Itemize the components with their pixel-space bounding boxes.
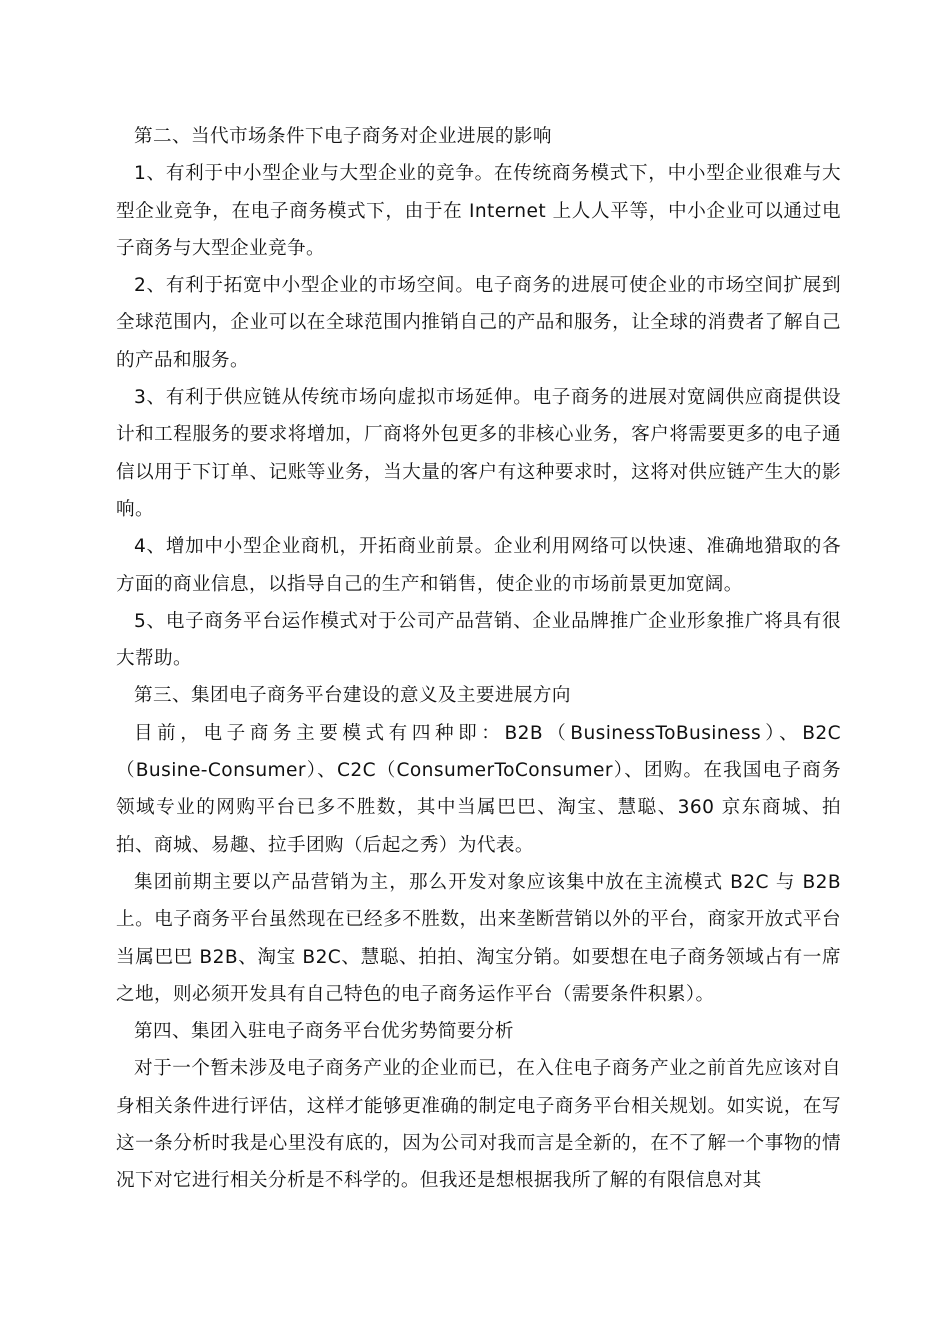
paragraph-group-strategy: 集团前期主要以产品营销为主，那么开发对象应该集中放在主流模式 B2C 与 B2B 上。电子商务平台虽然现在已经多不胜数，出来垄断营销以外的平台，商家开放式平台当属巴巴 B2B、淘宝 B2C、慧聪、拍拍、淘宝分销。如要想在电子商务领域占有一席之地，则必须开发具有自己特色的电子商务运作平台（需要条件积累）。 [116, 871, 841, 1005]
section-heading-2: 第二、当代市场条件下电子商务对企业进展的影响 [134, 126, 552, 147]
section-heading-4: 第四、集团入驻电子商务平台优劣势简要分析 [134, 1021, 514, 1043]
paragraph-1: 1、有利于中小型企业与大型企业的竞争。在传统商务模式下，中小型企业很难与大型企业竞争，在电子商务模式下，由于在 Internet 上人人平等，中小企业可以通过电子商务与大型企业竞争。 [116, 163, 841, 259]
paragraph-5: 5、电子商务平台运作模式对于公司产品营销、企业品牌推广企业形象推广将具有很大帮助。 [116, 610, 841, 670]
paragraph-2: 2、有利于拓宽中小型企业的市场空间。电子商务的进展可使企业的市场空间扩展到全球范围内，企业可以在全球范围内推销自己的产品和服务，让全球的消费者了解自己的产品和服务。 [116, 275, 841, 371]
document-body [116, 118, 841, 1200]
paragraph-4: 4、增加中小型企业商机，开拓商业前景。企业利用网络可以快速、准确地猎取的各方面的商业信息，以指导自己的生产和销售，使企业的市场前景更加宽阔。 [116, 536, 841, 595]
paragraph-3: 3、有利于供应链从传统市场向虚拟市场延伸。电子商务的进展对宽阔供应商提供设计和工程服务的要求将增加，厂商将外包更多的非核心业务，客户将需要更多的电子通信以用于下订单、记账等业务，当大量的客户有这种要求时，这将对供应链产生大的影响。 [116, 387, 841, 520]
paragraph-modes: 目前，电子商务主要模式有四种即：B2B（BusinessToBusiness）、B2C（Busine-Consumer）、C2C（ConsumerToConsumer）、团购。在我国电子商务领域专业的网购平台已多不胜数，其中当属巴巴、淘宝、慧聪、360 京东商城、拍拍、商城、易趣、拉手团购（后起之秀）为代表。 [116, 722, 841, 856]
section-heading-3: 第三、集团电子商务平台建设的意义及主要进展方向 [134, 685, 571, 707]
paragraph-analysis: 对于一个暂未涉及电子商务产业的企业而已，在入住电子商务产业之前首先应该对自身相关条件进行评估，这样才能够更准确的制定电子商务平台相关规划。如实说，在写这一条分析时我是心里没有底的，因为公司对我而言是全新的，在不了解一个事物的情况下对它进行相关分析是不科学的。但我还是想根据我所了解的有限信息对其 [116, 1058, 841, 1192]
